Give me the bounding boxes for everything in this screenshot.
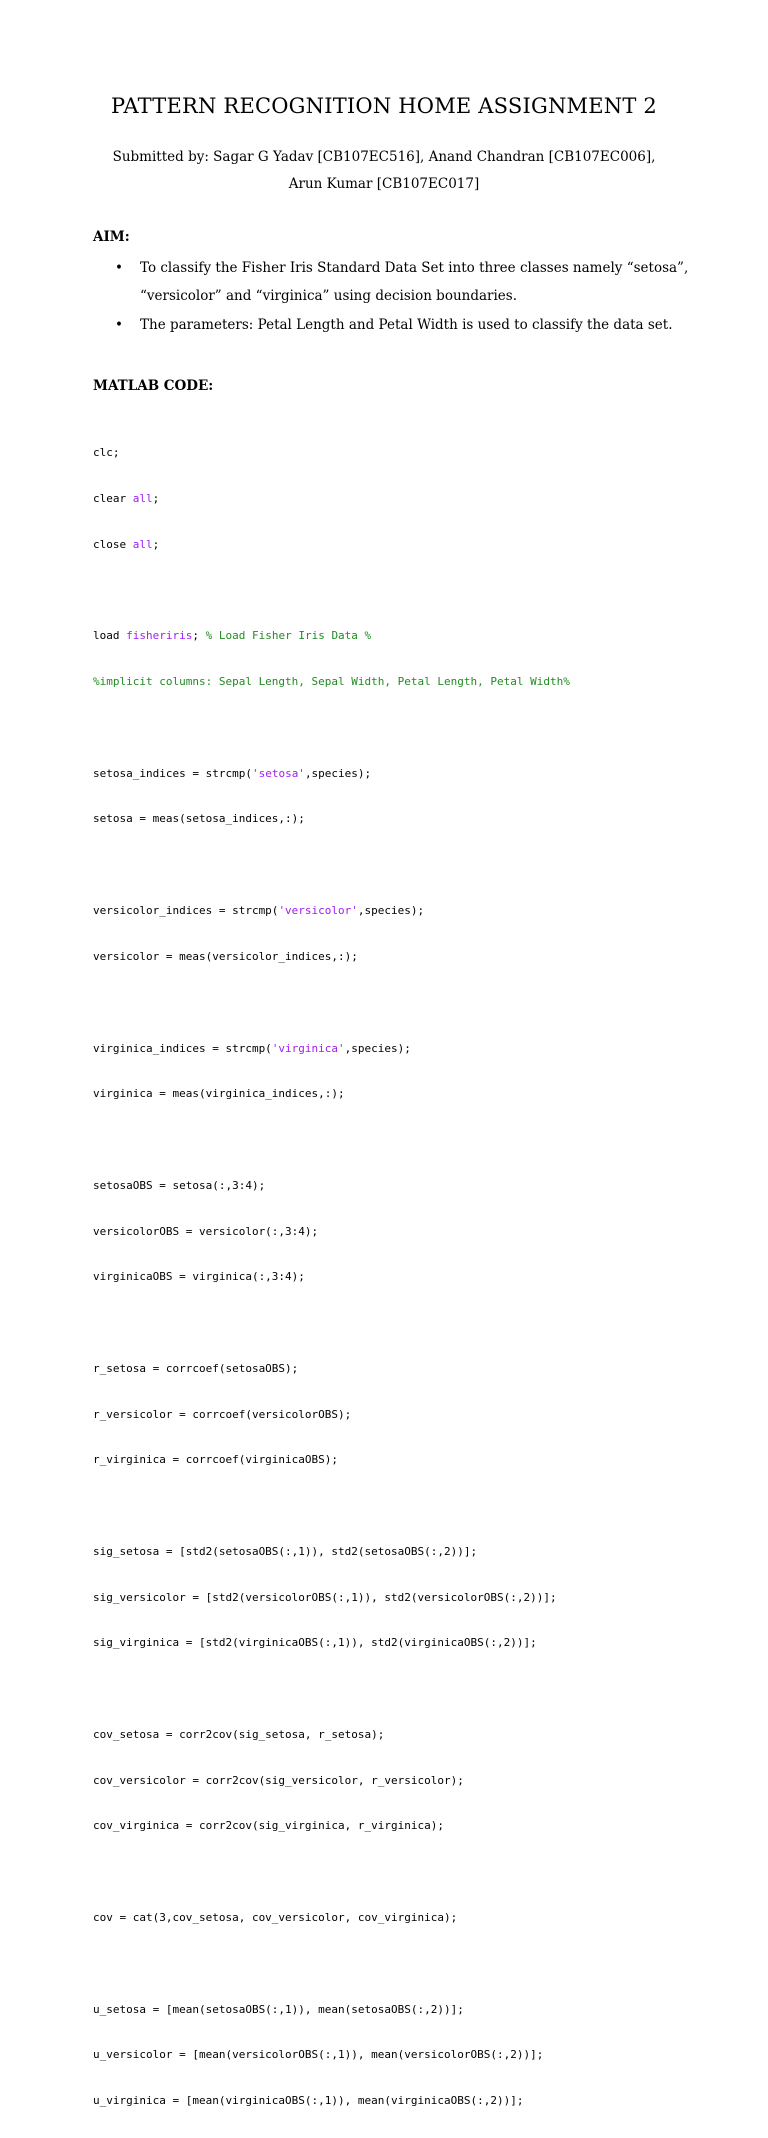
code-line [93, 537, 570, 552]
code-line [93, 1407, 570, 1422]
code-text: setosa = meas(setosa_indices,:); [93, 812, 305, 826]
code-blank-line [93, 1681, 570, 1697]
code-comment: %implicit columns: Sepal Length, Sepal Width, Petal Length, Petal Width% [93, 674, 570, 688]
code-text: close [93, 537, 133, 551]
code-text: virginicaOBS = virginica(:,3:4); [93, 1270, 305, 1284]
code-blank-line [93, 1955, 570, 1971]
code-line [93, 1818, 570, 1833]
code-text: sig_virginica = [std2(virginicaOBS(:,1)), std2(virginicaOBS(:,2))]; [93, 1636, 537, 1650]
aim-bullet-1 [93, 254, 693, 310]
code-line [93, 1544, 570, 1559]
code-line [93, 445, 570, 460]
code-blank-line [93, 1315, 570, 1331]
aim-bullet-2 [93, 311, 693, 339]
code-text: load [93, 629, 127, 643]
code-line [93, 628, 570, 643]
code-line [93, 1178, 570, 1193]
code-line [93, 1727, 570, 1742]
aim-heading: AIM: [93, 229, 130, 245]
code-text: virginica = meas(virginica_indices,:); [93, 1087, 345, 1101]
code-text: u_virginica = [mean(virginicaOBS(:,1)), mean(virginicaOBS(:,2))]; [93, 2093, 524, 2107]
code-text: setosa_indices = strcmp( [93, 766, 252, 780]
code-text: sig_setosa = [std2(setosaOBS(:,1)), std2(setosaOBS(:,2))]; [93, 1544, 478, 1558]
code-line [93, 491, 570, 506]
code-line [93, 1086, 570, 1101]
code-text: cov = cat(3,cov_setosa, cov_versicolor, cov_virginica); [93, 1910, 458, 1924]
code-blank-line [93, 857, 570, 873]
code-text: r_virginica = corrcoef(virginicaOBS); [93, 1453, 339, 1467]
bullet-icon: • [115, 260, 123, 276]
bullet-icon: • [115, 317, 123, 333]
code-line [93, 1361, 570, 1376]
code-line [93, 674, 570, 689]
aim-bullet-2-line-1: The parameters: Petal Length and Petal Width is used to classify the data set. [140, 317, 673, 333]
matlab-code-block [93, 415, 570, 2138]
code-keyword: all [132, 537, 153, 551]
code-line [93, 1910, 570, 1925]
code-text: versicolorOBS = versicolor(:,3:4); [93, 1224, 319, 1238]
code-string: 'setosa' [251, 766, 305, 780]
code-line [93, 766, 570, 781]
code-line [93, 1590, 570, 1605]
aim-bullet-1-line-2: “versicolor” and “virginica” using decision boundaries. [140, 288, 518, 304]
code-blank-line [93, 582, 570, 598]
code-line [93, 2002, 570, 2017]
code-text: versicolor = meas(versicolor_indices,:); [93, 949, 358, 963]
code-line [93, 1773, 570, 1788]
code-text: r_versicolor = corrcoef(versicolorOBS); [93, 1407, 352, 1421]
submitted-by-line-2: Arun Kumar [CB107EC017] [288, 176, 480, 192]
matlab-code-heading: MATLAB CODE: [93, 378, 214, 394]
code-blank-line [93, 994, 570, 1010]
code-text: sig_versicolor = [std2(versicolorOBS(:,1)), std2(versicolorOBS(:,2))]; [93, 1590, 557, 1604]
code-string: 'versicolor' [278, 904, 358, 918]
code-line [93, 1635, 570, 1650]
code-text: ; [192, 629, 206, 643]
code-text: cov_setosa = corr2cov(sig_setosa, r_setosa); [93, 1727, 385, 1741]
code-text: ,species); [357, 904, 425, 918]
code-text: ; [152, 537, 160, 551]
code-blank-line [93, 720, 570, 736]
code-keyword: fisheriris [126, 629, 193, 643]
code-text: ,species); [304, 766, 372, 780]
aim-bullet-1-line-1: To classify the Fisher Iris Standard Data Set into three classes namely “setosa”, [140, 260, 689, 276]
code-string: 'virginica' [271, 1041, 345, 1055]
code-text: cov_virginica = corr2cov(sig_virginica, r_virginica); [93, 1819, 444, 1833]
code-text: ; [152, 492, 160, 505]
code-line [93, 1452, 570, 1467]
code-line [93, 811, 570, 826]
code-text: u_versicolor = [mean(versicolorOBS(:,1)), mean(versicolorOBS(:,2))]; [93, 2048, 544, 2062]
code-keyword: all [132, 492, 153, 505]
code-text: virginica_indices = strcmp( [93, 1041, 272, 1055]
code-text: clear [93, 492, 133, 505]
document-title: PATTERN RECOGNITION HOME ASSIGNMENT 2 [111, 94, 657, 118]
code-line [93, 2047, 570, 2062]
code-line [93, 2093, 570, 2108]
code-blank-line [93, 1864, 570, 1880]
submitted-by-line-1: Submitted by: Sagar G Yadav [CB107EC516], Anand Chandran [CB107EC006], [112, 149, 656, 165]
code-blank-line [93, 1498, 570, 1514]
code-text: ,species); [344, 1041, 411, 1055]
code-text: clc; [93, 446, 120, 460]
code-text: cov_versicolor = corr2cov(sig_versicolor, r_versicolor); [93, 1773, 464, 1787]
code-line [93, 949, 570, 964]
code-line [93, 903, 570, 918]
code-text: r_setosa = corrcoef(setosaOBS); [93, 1361, 299, 1375]
code-line [93, 1269, 570, 1284]
code-text: versicolor_indices = strcmp( [93, 904, 279, 918]
code-line [93, 1224, 570, 1239]
code-comment: % Load Fisher Iris Data % [205, 629, 372, 643]
code-text: setosaOBS = setosa(:,3:4); [93, 1178, 266, 1192]
code-line [93, 1041, 570, 1056]
code-text: u_setosa = [mean(setosaOBS(:,1)), mean(setosaOBS(:,2))]; [93, 2002, 464, 2016]
code-blank-line [93, 1132, 570, 1148]
aim-bullet-list [93, 254, 693, 339]
